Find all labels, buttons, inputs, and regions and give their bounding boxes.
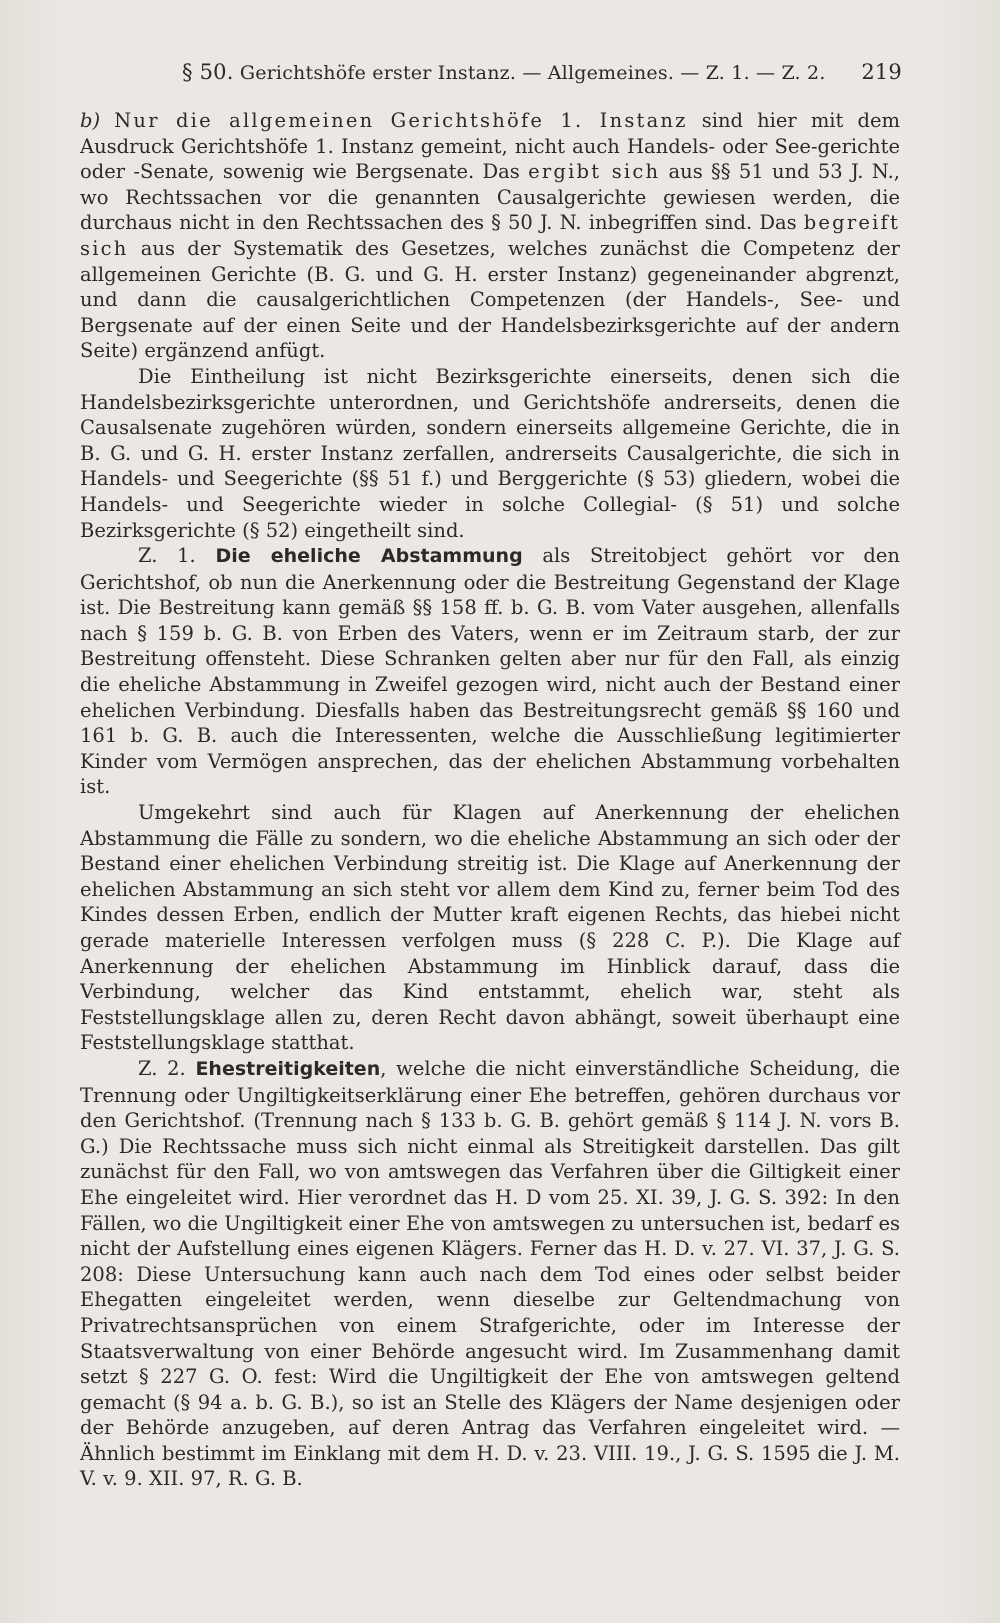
text-run: Die Eintheilung ist nicht Bezirksgerichte einerseits, denen sich die Handelsbezirksgerichte unterordnen, und Gerichtshöfe andrerseits, denen die Causalsenate zugehören würden, sondern einerseits allgemeine Gerichte, die in B. G. und G. H. erster Instanz zerfallen, andrerseits Causalgerichte, die sich in Handels- und Seegerichte (§§ 51 f.) und Berggerichte (§ 53) gliedern, wobei die Handels- und Seegerichte wieder in solche Collegial- (§ 51) und solche Bezirksgerichte (§ 52) eingetheilt sind. [80,364,900,542]
text-run: sind hier mit dem Ausdruck Gerichtshöfe 1. Instanz gemeint, nicht auch Handels- oder See-gerichte oder -Senate, sowenig wie Bergsenate. Das [80,109,900,184]
text-run: Z. 2. [138,1056,196,1080]
text-run: als Streitobject gehört vor den Gerichtshof, ob nun die Anerkennung oder die Bestreitung Gegenstand der Klage ist. Die Bestreitung kann gemäß §§ 158 ff. b. G. B. vom Vater ausgehen, allenfalls nach § 159 b. G. B. von Erben des Vaters, wenn er im Zeitraum starb, der zur Bestreitung offensteht. Diese Schranken gelten aber nur für den Fall, als einzig die eheliche Abstammung in Zweifel gezogen wird, nicht auch der Bestand einer ehelichen Verbindung. Diesfalls haben das Bestreitungsrecht gemäß §§ 160 und 161 b. G. B. auch die Interessenten, welche die Ausschließung legitimierter Kinder vom Vermögen ansprechen, das der ehelichen Abstammung vorbehalten ist. [80,544,900,799]
text-run: aus der Systematik des Gesetzes, welches zunächst die Competenz der allgemeinen Gerichte (B. G. und G. H. erster Instanz) gegeneinander abgrenzt, und dann die causalgerichtlichen Competenzen (der Handels-, See- und Bergsenate auf der einen Seite und der Handelsbezirksgerichte auf der andern Seite) ergänzend anfügt. [80,236,900,363]
text-run: b) [80,109,115,132]
body-text [80,108,900,1492]
text-run: aus §§ 51 und 53 J. N., wo Rechtssachen vor die genannten Causalgerichte gewiesen werden, die durchaus nicht in den Rechtssachen des § 50 J. N. inbegriffen sind. Das [80,160,900,235]
text-run: Umgekehrt sind auch für Klagen auf Anerkennung der ehelichen Abstammung die Fälle zu sondern, wo die eheliche Abstammung an sich oder der Bestand einer ehelichen Verbindung streitig ist. Die Klage auf Anerkennung der ehelichen Abstammung an sich steht vor allem dem Kind zu, ferner beim Tod des Kindes dessen Erben, endlich der Mutter kraft eigenen Rechts, das hiebei nicht gerade materielle Interessen verfolgen muss (§ 228 C. P.). Die Klage auf Anerkennung der ehelichen Abstammung im Hinblick darauf, dass die Verbindung, welcher das Kind entstammt, ehelich war, steht als Feststellungsklage allen zu, deren Recht davon abhängt, soweit überhaupt eine Feststellungsklage statthat. [80,801,900,1055]
paragraph-umgekehrt [80,800,900,1056]
paragraph-z1-eheliche-abstammung [80,543,900,800]
paragraph-z2-ehestreitigkeiten [80,1056,900,1492]
header-title: Gerichtshöfe erster Instanz. — Allgemeines. — Z. 1. — Z. 2. [239,62,826,84]
text-run: Nur die allgemeinen Gerichtshöfe 1. Instanz [114,109,688,132]
page-number: 219 [861,60,902,84]
paragraph-b [80,108,900,364]
section-number: § 50. [182,60,234,84]
text-run: Z. 1. [138,544,216,568]
text-run: Ehestreitigkeiten [195,1057,381,1080]
running-header [182,60,902,90]
text-run: begreift sich [80,211,900,260]
paragraph-eintheilung [80,364,900,543]
text-run: Die eheliche Abstammung [215,545,523,568]
text-run: , welche die nicht einverständliche Scheidung, die Trennung oder Ungiltigkeitserklärung einer Ehe betreffen, gehören durchaus vor den Gerichtshof. (Trennung nach § 133 b. G. B. gehört gemäß § 114 J. N. vors B. G.) Die Rechtssache muss sich nicht einmal als Streitigkeit darstellen. Das gilt zunächst für den Fall, wo von amtswegen das Verfahren über die Giltigkeit einer Ehe eingeleitet wird. Hier verordnet das H. D vom 25. XI. 39, J. G. S. 392: In den Fällen, wo die Ungiltigkeit einer Ehe von amtswegen zu untersuchen ist, bedarf es nicht der Aufstellung eines eigenen Klägers. Ferner das H. D. v. 27. VI. 37, J. G. S. 208: Diese Untersuchung kann auch nach dem Tod eines oder selbst beider Ehegatten eingeleitet werden, wenn dieselbe zur Geltendmachung von Privatrechtsansprüchen von einem Strafgerichte, oder im Interesse der Staatsverwaltung von einer Behörde angesucht wird. Im Zusammenhang damit setzt § 227 G. O. fest: Wird die Ungiltigkeit der Ehe von amtswegen geltend gemacht (§ 94 a. b. G. B.), so ist an Stelle des Klägers der Name desjenigen oder der Behörde anzugeben, auf deren Antrag das Verfahren eingeleitet wird. — Ähnlich bestimmt im Einklang mit dem H. D. v. 23. VIII. 19., J. G. S. 1595 die J. M. V. v. 9. XII. 97, R. G. B. [80,1056,900,1491]
text-run: ergibt sich [528,160,661,184]
